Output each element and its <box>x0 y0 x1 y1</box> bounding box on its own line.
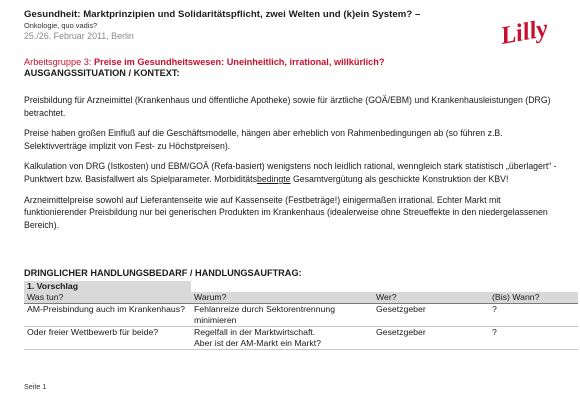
proposal-label: 1. Vorschlag <box>24 281 191 292</box>
cell-why <box>191 327 373 350</box>
workgroup-line <box>24 57 385 67</box>
situation-paragraph-3-text: Kalkulation von DRG (Istkosten) und EBM/GOÄ (Refa-basiert) wenigstens noch leidlich rational, wenngleich stark statistisch „überlagert“ - Punktwert bzw. Basisfallwert als Spielparameter. Morbiditäts <box>24 161 557 184</box>
table-row <box>24 327 578 350</box>
column-header-who: Wer? <box>373 292 489 304</box>
page-number: Seite 1 <box>24 382 47 391</box>
lilly-logo <box>495 6 553 54</box>
cell-why-line-1: Regelfall in der Marktwirtschaft. <box>194 327 316 337</box>
cell-when: ? <box>489 327 578 350</box>
action-table <box>24 281 578 350</box>
situation-paragraph-1: Preisbildung für Arzneimittel (Krankenhaus und öffentliche Apotheke) sowie für ärztliche (GOÄ/EBM) und Krankenhausleistungen (DRG) betrachtet. <box>24 95 551 118</box>
situation-paragraph-2: Preise haben großen Einfluß auf die Geschäftsmodelle, hängen aber erheblich von Rahmenbedingungen ab (so führen z.B. Selektivverträge implizit von Fest- zu Höchstpreisen). <box>24 128 503 151</box>
situation-paragraph-3-end: Gesamtvergütung als geschickte Konstruktion der KBV! <box>290 173 509 184</box>
cell-what: AM-Preisbindung auch im Krankenhaus? <box>24 304 191 327</box>
event-date: 25./26. Februar 2011, Berlin <box>24 31 134 41</box>
cell-why-line-2: Aber ist der AM-Markt ein Markt? <box>194 338 321 348</box>
underlined-word: bedingte <box>256 173 291 184</box>
action-heading: DRINGLICHER HANDLUNGSBEDARF / HANDLUNGSAUFTRAG: <box>24 268 302 278</box>
table-row <box>24 304 578 327</box>
situation-paragraph-4: Arzneimittelpreise sowohl auf Lieferantenseite wie auf Kassenseite (Festbeträge!) einigermaßen irrational. Echter Markt mit funktionierender Preisbildung nur bei generischen Produkten im Krankenhaus (idealerweise ohne Streueffekte in den niedergelassenen Bereich). <box>24 194 548 230</box>
situation-heading: AUSGANGSSITUATION / KONTEXT: <box>24 68 180 78</box>
situation-body <box>24 94 564 239</box>
table-header-row <box>24 292 578 304</box>
workgroup-topic: Preise im Gesundheitswesen: Uneinheitlich, irrational, willkürlich? <box>93 57 385 67</box>
cell-who: Gesetzgeber <box>373 304 489 327</box>
document-subtitle: Onkologie, quo vadis? <box>24 21 98 30</box>
proposal-row <box>24 281 578 292</box>
lilly-logo-text: Lilly <box>498 15 550 50</box>
cell-why: Fehlanreize durch Sektorentrennung minimieren <box>191 304 373 327</box>
document-title: Gesundheit: Marktprinzipien und Solidaritätspflicht, zwei Welten und (k)ein System? – <box>24 9 421 20</box>
cell-who: Gesetzgeber <box>373 327 489 350</box>
situation-paragraph-3 <box>24 160 564 185</box>
column-header-what: Was tun? <box>24 292 191 304</box>
column-header-why: Warum? <box>191 292 373 304</box>
cell-when: ? <box>489 304 578 327</box>
cell-what: Oder freier Wettbewerb für beide? <box>24 327 191 350</box>
column-header-when: (Bis) Wann? <box>489 292 578 304</box>
workgroup-prefix: Arbeitsgruppe 3: <box>24 57 94 67</box>
